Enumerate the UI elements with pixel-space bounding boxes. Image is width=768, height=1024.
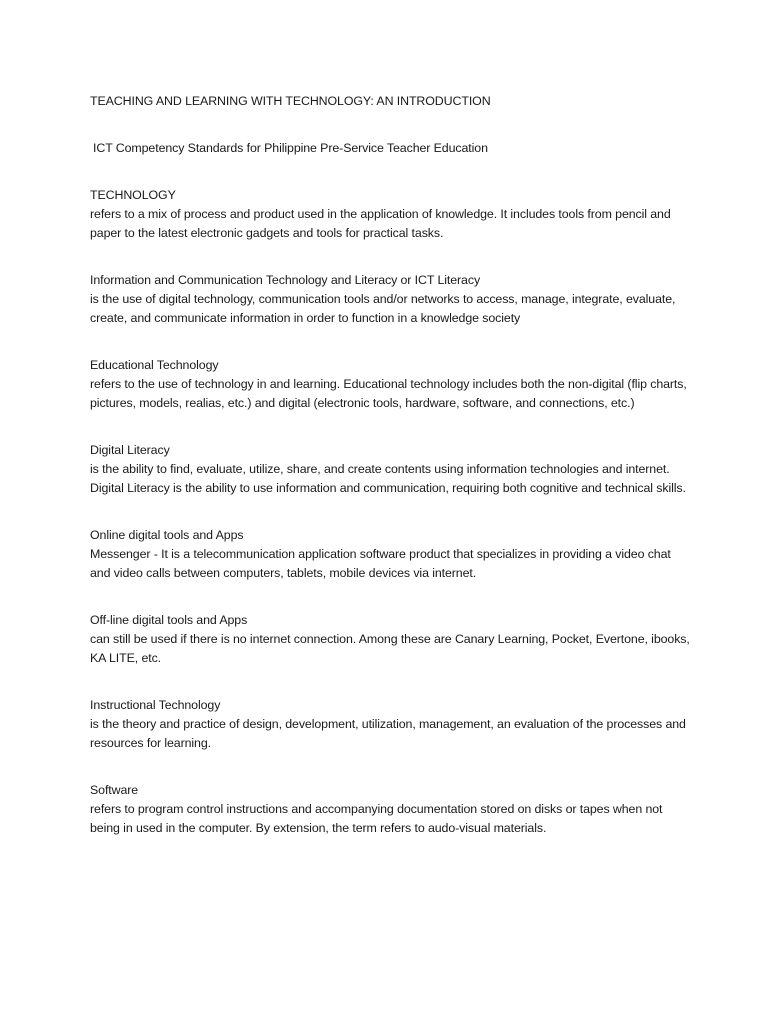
- section-term: Digital Literacy: [90, 443, 170, 457]
- document-subtitle: ICT Competency Standards for Philippine Pre-Service Teacher Education: [93, 141, 488, 155]
- section-definition: refers to a mix of process and product used in the application of knowledge. It includes tools from pencil and paper to the latest electronic gadgets and tools for practical tasks.: [90, 207, 671, 240]
- section-software: [90, 781, 690, 838]
- section-term: Software: [90, 783, 139, 797]
- section-term: TECHNOLOGY: [90, 188, 176, 202]
- document-title: TEACHING AND LEARNING WITH TECHNOLOGY: AN INTRODUCTION: [90, 94, 491, 108]
- section-term: Educational Technology: [90, 358, 219, 372]
- section-definition: refers to program control instructions and accompanying documentation stored on disks or tapes when not being in used in the computer. By extension, the term refers to audo-visual materials.: [90, 802, 663, 835]
- section-online-tools: [90, 526, 690, 583]
- section-educational-technology: [90, 356, 690, 413]
- section-term: Instructional Technology: [90, 698, 221, 712]
- section-digital-literacy: [90, 441, 690, 498]
- section-definition: refers to the use of technology in and learning. Educational technology includes both the non-digital (flip charts, pictures, models, realias, etc.) and digital (electronic tools, hardware, software, and connections, etc.): [90, 377, 687, 410]
- section-ict-literacy: [90, 271, 690, 328]
- section-offline-tools: [90, 611, 690, 668]
- section-term: Off-line digital tools and Apps: [90, 613, 248, 627]
- document-body: [90, 92, 690, 866]
- section-technology: [90, 186, 690, 243]
- section-instructional-technology: [90, 696, 690, 753]
- section-definition: is the theory and practice of design, development, utilization, management, an evaluation of the processes and resources for learning.: [90, 717, 686, 750]
- section-term: Information and Communication Technology and Literacy or ICT Literacy: [90, 273, 481, 287]
- section-definition: is the ability to find, evaluate, utilize, share, and create contents using information technologies and internet. Digital Literacy is the ability to use information and communication, requiring both cognitive and technical skills.: [90, 462, 686, 495]
- section-term: Online digital tools and Apps: [90, 528, 244, 542]
- section-definition: is the use of digital technology, communication tools and/or networks to access, manage, integrate, evaluate, create, and communicate information in order to function in a knowledge society: [90, 292, 676, 325]
- section-definition: Messenger - It is a telecommunication application software product that specializes in providing a video chat and video calls between computers, tablets, mobile devices via internet.: [90, 547, 671, 580]
- section-definition: can still be used if there is no internet connection. Among these are Canary Learning, Pocket, Evertone, ibooks, KA LITE, etc.: [90, 632, 690, 665]
